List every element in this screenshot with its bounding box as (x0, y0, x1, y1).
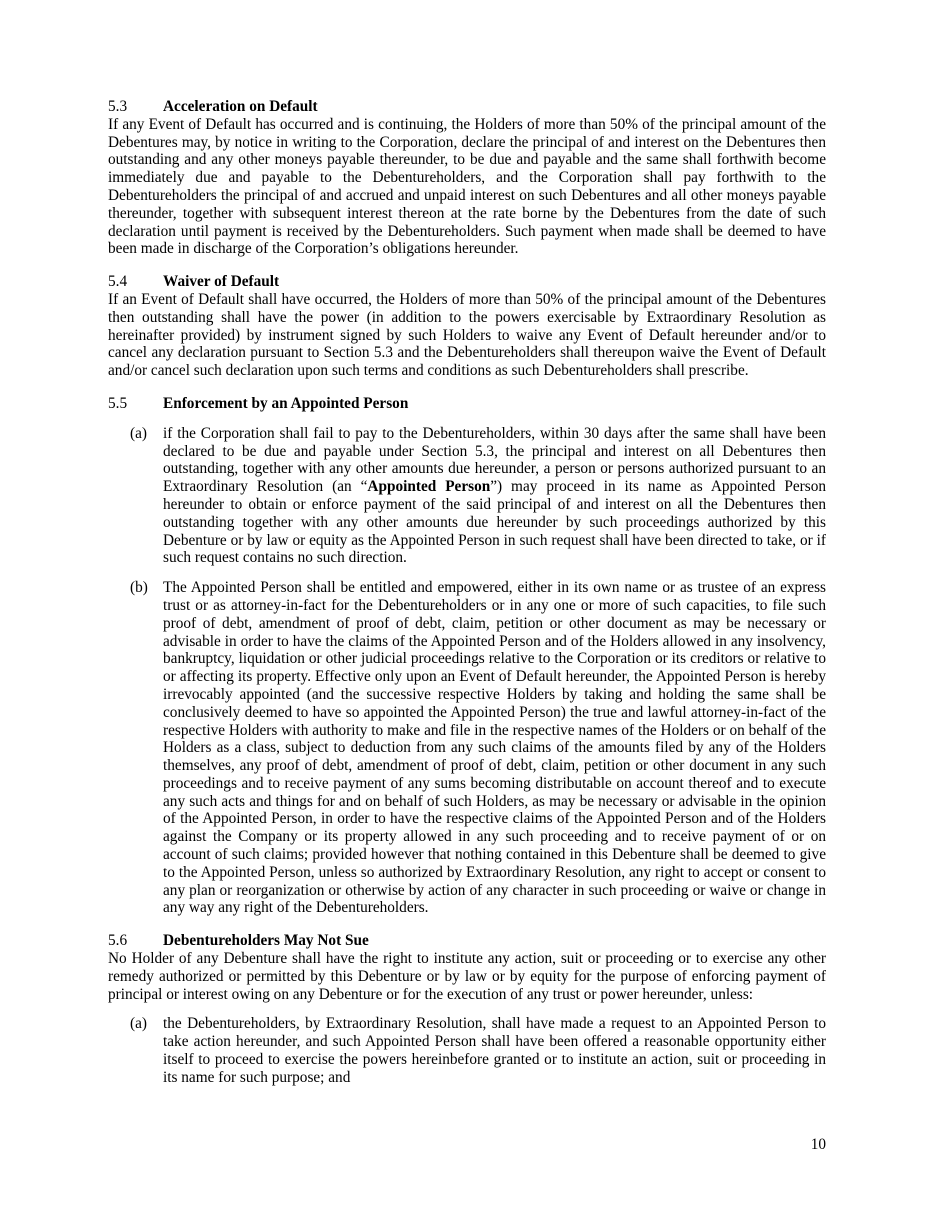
section-title: Debentureholders May Not Sue (163, 932, 369, 950)
section-number: 5.4 (108, 273, 128, 291)
section-item-list (130, 425, 826, 918)
section-heading (108, 932, 826, 950)
section-paragraph: If any Event of Default has occurred and is continuing, the Holders of more than 50% of the principal amount of the Debentures may, by notice in writing to the Corporation, declare the principal of and interest on the Debentures then outstanding and any other moneys payable thereunder, to be due and payable and the same shall forthwith become immediately due and payable to the Debentureholders, and the Corporation shall pay forthwith to the Debentureholders the principal of and accrued and unpaid interest on such Debentures and all other moneys payable thereunder, together with subsequent interest thereon at the rate borne by the Debentures from the date of such declaration until payment is received by the Debentureholders. Such payment when made shall be deemed to have been made in discharge of the Corporation’s obligations hereunder. (108, 115, 826, 258)
list-item-text (163, 425, 826, 567)
list-item-a (130, 425, 826, 567)
list-item-text: The Appointed Person shall be entitled and empowered, either in its own name or as trustee of an express trust or as attorney-in-fact for the Debentureholders or in any one or more of such capacities, to file such proof of debt, amendment of proof of debt, claim, petition or other document as may be necessary or advisable in order to have the claims of the Appointed Person and of the Holders allowed in any insolvency, bankruptcy, liquidation or other judicial proceedings relative to the Corporation or its creditors or relative to or affecting its property. Effective only upon an Event of Default hereunder, the Appointed Person is hereby irrevocably appointed (and the successive respective Holders by taking and holding the same shall be conclusively deemed to have so appointed the Appointed Person) the true and lawful attorney-in-fact of the respective Holders with authority to make and file in the respective names of the Holders or on behalf of the Holders as a class, subject to deduction from any such claims of the amounts filed by any of the Holders themselves, any proof of debt, amendment of proof of debt, claim, petition or other document in any such proceedings and to receive payment of any sums becoming distributable on account thereof and to execute any such acts and things for and on behalf of such Holders, as may be necessary or advisable in the opinion of the Appointed Person, in order to have the respective claims of the Appointed Person and of the Holders against the Company or its property allowed in any such proceeding and to receive payment of or on account of such claims; provided however that nothing contained in this Debenture shall be deemed to give to the Appointed Person, unless so authorized by Extraordinary Resolution, any right to accept or consent to any plan or reorganization or otherwise by action of any character in such proceeding or waive or change in any way any right of the Debentureholders. (163, 579, 826, 917)
section-heading (108, 98, 826, 116)
list-item-text: the Debentureholders, by Extraordinary Resolution, shall have made a request to an Appointed Person to take action hereunder, and such Appointed Person shall have been offered a reasonable opportunity either itself to proceed to exercise the powers hereinbefore granted or to institute an action, suit or proceeding in its name for such purpose; and (163, 1015, 826, 1086)
list-item-b (130, 579, 826, 917)
document-content (108, 98, 826, 1087)
section-5-6 (108, 932, 826, 1086)
list-item-text-after-bold: ”) may proceed in its name as Appointed Person hereunder to obtain or enforce payment of the said principal of and interest on all the Debentures then outstanding together with any other amounts due hereunder by such proceedings authorized by this Debenture or by law or equity as the Appointed Person in such request shall have been directed to take, or if such request contains no such direction. (163, 478, 826, 567)
section-5-4 (108, 273, 826, 380)
section-number: 5.3 (108, 98, 128, 115)
list-item-marker: (b) (130, 579, 148, 597)
section-heading (108, 395, 826, 413)
section-number: 5.5 (108, 394, 128, 412)
list-item-marker: (a) (130, 424, 147, 442)
list-item-text-before-bold: if the Corporation shall fail to pay to the Debentureholders, within 30 days after the same shall have been declared to be due and payable under Section 5.3, the principal and interest on all Debentures then outstanding, together with any other amounts due hereunder, a person or persons authorized pursuant to an Extraordinary Resolution (an “ (163, 424, 826, 496)
list-item-a (130, 1015, 826, 1086)
section-paragraph: If an Event of Default shall have occurred, the Holders of more than 50% of the principal amount of the Debentures then outstanding shall have the power (in addition to the powers exercisable by Extraordinary Resolution as hereinafter provided) by instrument signed by such Holders to waive any Event of Default hereunder and/or to cancel any declaration pursuant to Section 5.3 and the Debentureholders shall thereupon waive the Event of Default and/or cancel such declaration upon such terms and conditions as such Debentureholders shall prescribe. (108, 290, 826, 380)
section-paragraph: No Holder of any Debenture shall have the right to institute any action, suit or proceeding or to exercise any other remedy authorized or permitted by this Debenture or by law or by equity for the purpose of enforcing payment of principal or interest owing on any Debenture or for the execution of any trust or power hereunder, unless: (108, 950, 826, 1003)
list-item-marker: (a) (130, 1015, 147, 1033)
section-5-3 (108, 98, 826, 258)
section-5-5 (108, 395, 826, 917)
section-number: 5.6 (108, 932, 128, 950)
section-heading (108, 273, 826, 291)
section-title: Acceleration on Default (163, 98, 318, 115)
section-title: Enforcement by an Appointed Person (163, 394, 409, 412)
page-number: 10 (810, 1136, 826, 1153)
section-title: Waiver of Default (163, 273, 280, 291)
section-item-list (130, 1015, 826, 1086)
defined-term-appointed-person: Appointed Person (367, 478, 491, 496)
